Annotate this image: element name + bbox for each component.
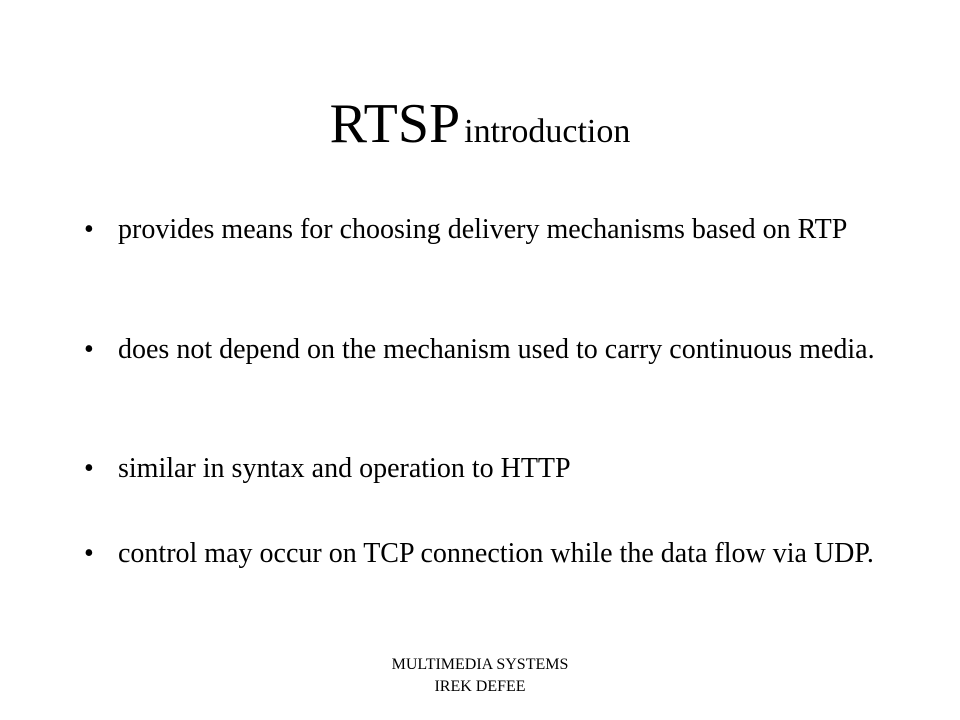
bullet-text: provides means for choosing delivery mechanisms based on RTP [118,214,848,245]
bullet-marker-icon: • [84,214,94,245]
footer-author: IREK DEFEE [434,678,526,695]
title-subtitle: introduction [464,113,631,150]
bullet-marker-icon: • [84,453,94,484]
bullet-marker-icon: • [84,334,94,365]
bullet-marker-icon: • [84,538,94,569]
bullet-text: control may occur on TCP connection while the data flow via UDP. [118,538,874,569]
footer-course: MULTIMEDIA SYSTEMS [391,656,569,673]
bullet-item [84,451,878,487]
footer [0,654,960,698]
bullet-item [84,212,878,248]
bullet-item [84,332,878,368]
bullet-item [84,536,878,572]
bullet-text: similar in syntax and operation to HTTP [118,453,571,484]
bullet-text: does not depend on the mechanism used to carry continuous media. [118,334,875,365]
title-main: RTSP [329,93,461,155]
